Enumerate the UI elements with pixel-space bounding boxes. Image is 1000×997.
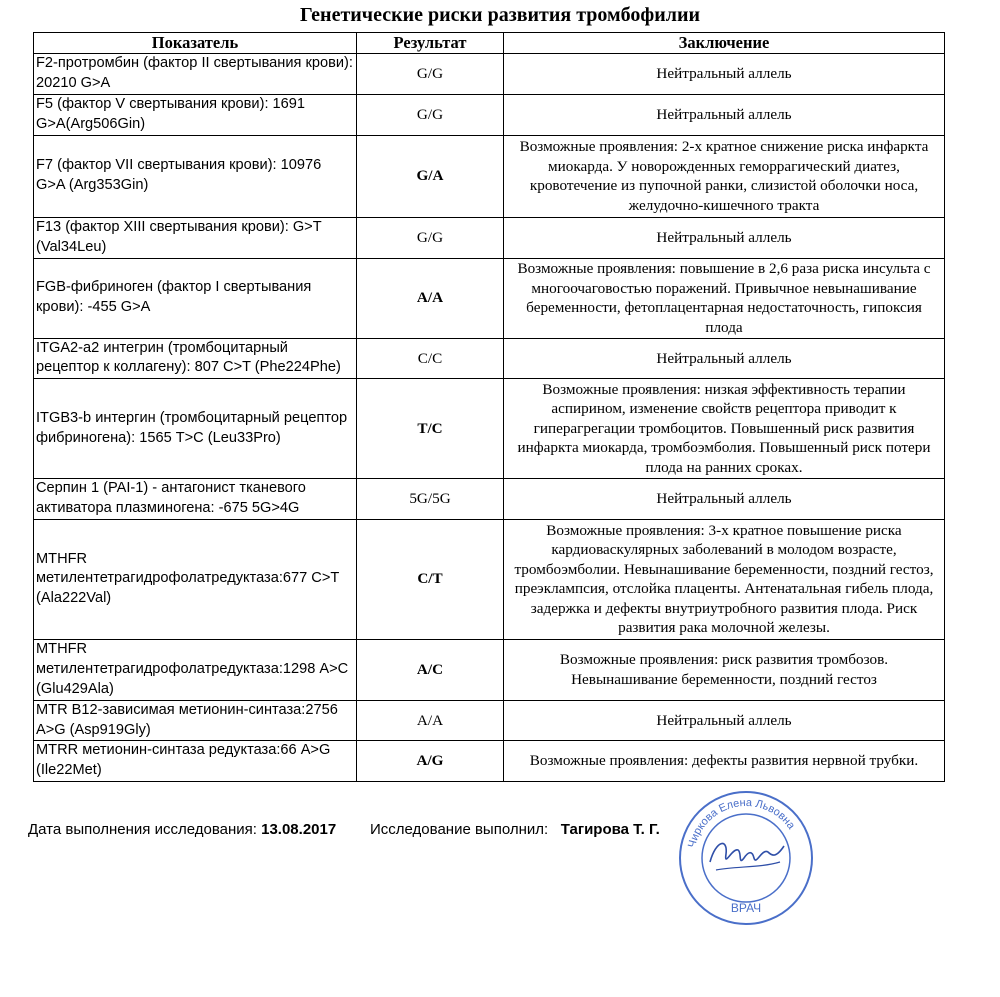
- conclusion-cell: Возможные проявления: риск развития тромбозов. Невынашивание беременности, поздний гестоз: [504, 639, 945, 700]
- result-cell: A/G: [357, 741, 504, 782]
- footer-performer: [370, 820, 660, 840]
- result-cell: A/A: [357, 700, 504, 741]
- header-result: Результат: [357, 33, 504, 54]
- performer-label: Исследование выполнил:: [370, 821, 549, 838]
- table-row: [34, 741, 945, 782]
- stamp-ring-text: Чиркова Елена Львовна: [686, 796, 798, 850]
- table-row: [34, 639, 945, 700]
- indicator-cell: ITGB3-b интергин (тромбоцитарный рецептор фибриногена): 1565 T>C (Leu33Pro): [34, 379, 357, 479]
- result-cell: A/A: [357, 258, 504, 338]
- header-conclusion: Заключение: [504, 33, 945, 54]
- indicator-cell: F13 (фактор XIII свертывания крови): G>T (Val34Leu): [34, 217, 357, 258]
- indicator-cell: F7 (фактор VII свертывания крови): 10976 G>A (Arg353Gin): [34, 135, 357, 217]
- result-cell: A/C: [357, 639, 504, 700]
- header-indicator: Показатель: [34, 33, 357, 54]
- indicator-cell: FGB-фибриноген (фактор I свертывания крови): -455 G>A: [34, 258, 357, 338]
- footer-date: [28, 820, 336, 840]
- indicator-cell: MTR B12-зависимая метионин-синтаза:2756 A>G (Asp919Gly): [34, 700, 357, 741]
- table-row: [34, 338, 945, 379]
- conclusion-cell: Нейтральный аллель: [504, 338, 945, 379]
- table-row: [34, 700, 945, 741]
- indicator-cell: MTRR метионин-синтаза редуктаза:66 A>G (Ile22Met): [34, 741, 357, 782]
- indicator-cell: Серпин 1 (PAI-1) - антагонист тканевого активатора плазминогена: -675 5G>4G: [34, 479, 357, 520]
- indicator-cell: MTHFR метилентетрагидрофолатредуктаза:1298 A>C (Glu429Ala): [34, 639, 357, 700]
- result-cell: T/C: [357, 379, 504, 479]
- table-row: [34, 217, 945, 258]
- performer-value: Тагирова Т. Г.: [560, 821, 660, 838]
- table-row: [34, 258, 945, 338]
- conclusion-cell: Возможные проявления: низкая эффективность терапии аспирином, изменение свойств рецептора приводит к гиперагрегации тромбоцитов. Повышенный риск развития инфаркта миокарда, тромбоэмболия. Повышенный риск потери плода на ранних сроках.: [504, 379, 945, 479]
- result-cell: 5G/5G: [357, 479, 504, 520]
- conclusion-cell: Нейтральный аллель: [504, 53, 945, 94]
- result-cell: G/G: [357, 53, 504, 94]
- table-header-row: [34, 33, 945, 54]
- result-cell: G/G: [357, 217, 504, 258]
- conclusion-cell: Нейтральный аллель: [504, 700, 945, 741]
- signature-underline: [716, 862, 780, 870]
- stamp-bottom-text: ВРАЧ: [730, 901, 762, 915]
- conclusion-cell: Нейтральный аллель: [504, 94, 945, 135]
- conclusion-cell: Возможные проявления: 2-х кратное снижение риска инфаркта миокарда. У новорожденных геморрагический диатез, кровотечение из пупочной ранки, слизистой оболочки носа, желудочно-кишечного тракта: [504, 135, 945, 217]
- table-row: [34, 135, 945, 217]
- table-row: [34, 53, 945, 94]
- table-row: [34, 519, 945, 639]
- result-cell: C/T: [357, 519, 504, 639]
- doctor-stamp: [676, 788, 816, 928]
- table-row: [34, 379, 945, 479]
- table-row: [34, 479, 945, 520]
- date-label: Дата выполнения исследования:: [28, 821, 257, 838]
- result-cell: C/C: [357, 338, 504, 379]
- page-title: Генетические риски развития тромбофилии: [299, 4, 701, 26]
- result-cell: G/A: [357, 135, 504, 217]
- indicator-cell: F2-протромбин (фактор II свертывания крови): 20210 G>A: [34, 53, 357, 94]
- date-value: 13.08.2017: [261, 821, 337, 838]
- results-table: [33, 32, 945, 782]
- conclusion-cell: Нейтральный аллель: [504, 479, 945, 520]
- indicator-cell: MTHFR метилентетрагидрофолатредуктаза:677 C>T (Ala222Val): [34, 519, 357, 639]
- conclusion-cell: Возможные проявления: повышение в 2,6 раза риска инсульта с многоочаговостью поражений. Привычное невынашивание беременности, фетоплацентарная недостаточность, гипоксия плода: [504, 258, 945, 338]
- indicator-cell: ITGA2-a2 интегрин (тромбоцитарный рецептор к коллагену): 807 C>T (Phe224Phe): [34, 338, 357, 379]
- result-cell: G/G: [357, 94, 504, 135]
- conclusion-cell: Возможные проявления: дефекты развития нервной трубки.: [504, 741, 945, 782]
- conclusion-cell: Нейтральный аллель: [504, 217, 945, 258]
- signature-mark: [710, 844, 784, 862]
- table-row: [34, 94, 945, 135]
- conclusion-cell: Возможные проявления: 3-х кратное повышение риска кардиоваскулярных заболеваний в молодом возрасте, тромбоэмболии. Невынашивание беременности, поздний гестоз, преэклампсия, отслойка плаценты. Антенатальная гибель плода, задержка и дефекты внутриутробного развития плода. Риск развития рака молочной железы.: [504, 519, 945, 639]
- indicator-cell: F5 (фактор V свертывания крови): 1691 G>A(Arg506Gin): [34, 94, 357, 135]
- stamp-inner-ring: [702, 814, 790, 902]
